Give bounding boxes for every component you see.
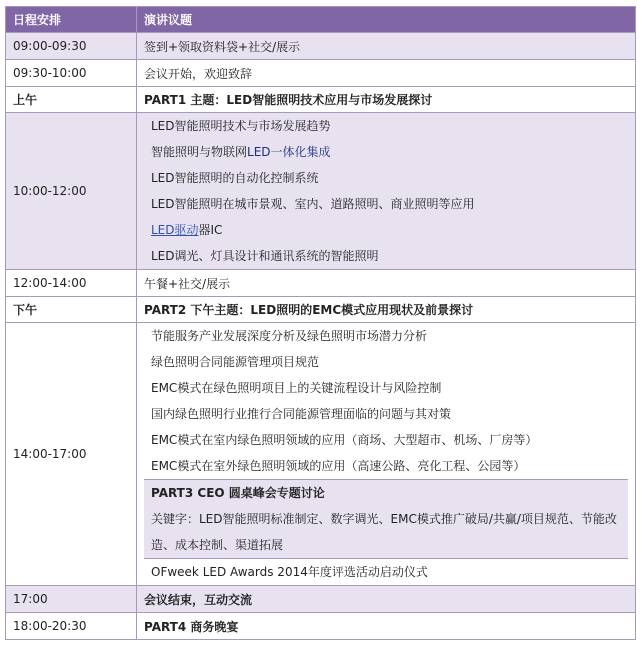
list-item bbox=[144, 217, 628, 243]
time-cell: 12:00-14:00 bbox=[6, 270, 137, 297]
topic-cell: 会议结束，互动交流 bbox=[137, 586, 636, 613]
section-label: 上午 bbox=[6, 87, 137, 113]
list-item: 节能服务产业发展深度分析及绿色照明市场潜力分析 bbox=[151, 329, 428, 343]
list-item: EMC模式在室外绿色照明领域的应用（高速公路、亮化工程、公园等） bbox=[151, 459, 526, 473]
topic-cell: 午餐+社交/展示 bbox=[137, 270, 636, 297]
section-theme: PART1 主题：LED智能照明技术应用与市场发展探讨 bbox=[137, 87, 636, 113]
list-item: EMC模式在绿色照明项目上的关键流程设计与风险控制 bbox=[151, 381, 442, 395]
table-row bbox=[6, 60, 636, 87]
header-topic: 演讲议题 bbox=[137, 7, 636, 33]
table-row bbox=[6, 113, 636, 270]
list-item: 国内绿色照明行业推行合同能源管理面临的问题与其对策 bbox=[151, 407, 452, 421]
list-item-text: 器IC bbox=[198, 223, 223, 237]
led-driver-link[interactable]: LED驱动 bbox=[151, 223, 199, 237]
header-schedule: 日程安排 bbox=[6, 7, 137, 33]
table-row bbox=[6, 323, 636, 586]
table-row bbox=[6, 586, 636, 613]
section-row-morning bbox=[6, 87, 636, 113]
time-cell: 18:00-20:30 bbox=[6, 613, 137, 640]
highlight-text: LED一体化集成 bbox=[247, 145, 331, 159]
part3-keywords: 关键字：LED智能照明标准制定、数字调光、EMC模式推广破局/共赢/项目规范、节能改造、成本控制、渠道拓展 bbox=[151, 512, 617, 552]
time-cell: 09:30-10:00 bbox=[6, 60, 137, 87]
part3-title: PART3 CEO 圆桌峰会专题讨论 bbox=[151, 486, 325, 500]
topic-cell: 会议开始，欢迎致辞 bbox=[137, 60, 636, 87]
time-cell bbox=[6, 113, 137, 270]
table-row bbox=[6, 33, 636, 60]
section-label: 下午 bbox=[6, 297, 137, 323]
time-cell: 17:00 bbox=[6, 586, 137, 613]
topic-list-cell bbox=[137, 323, 636, 586]
list-item: LED智能照明的自动化控制系统 bbox=[151, 171, 319, 185]
awards-item: OFweek LED Awards 2014年度评选活动启动仪式 bbox=[144, 558, 628, 585]
list-item: EMC模式在室内绿色照明领域的应用（商场、大型超市、机场、厂房等） bbox=[151, 433, 538, 447]
table-row bbox=[6, 270, 636, 297]
topic-cell: 签到+领取资料袋+社交/展示 bbox=[137, 33, 636, 60]
list-item bbox=[144, 139, 628, 165]
header-row bbox=[6, 7, 636, 33]
time-cell: 09:00-09:30 bbox=[6, 33, 137, 60]
list-item-text: 智能照明与物联网 bbox=[151, 145, 248, 159]
agenda-table bbox=[5, 6, 636, 640]
section-row-afternoon bbox=[6, 297, 636, 323]
list-item: LED智能照明技术与市场发展趋势 bbox=[151, 119, 331, 133]
time-cell bbox=[6, 323, 137, 586]
list-item: LED智能照明在城市景观、室内、道路照明、商业照明等应用 bbox=[151, 197, 475, 211]
time-text: 10:00-12:00 bbox=[13, 184, 87, 198]
topic-cell: PART4 商务晚宴 bbox=[137, 613, 636, 640]
time-text: 14:00-17:00 bbox=[13, 447, 87, 461]
topic-list-cell bbox=[137, 113, 636, 270]
section-theme: PART2 下午主题：LED照明的EMC模式应用现状及前景探讨 bbox=[137, 297, 636, 323]
part3-block bbox=[144, 479, 628, 558]
table-row bbox=[6, 613, 636, 640]
list-item: LED调光、灯具设计和通讯系统的智能照明 bbox=[151, 249, 379, 263]
list-item: 绿色照明合同能源管理项目规范 bbox=[151, 355, 320, 369]
